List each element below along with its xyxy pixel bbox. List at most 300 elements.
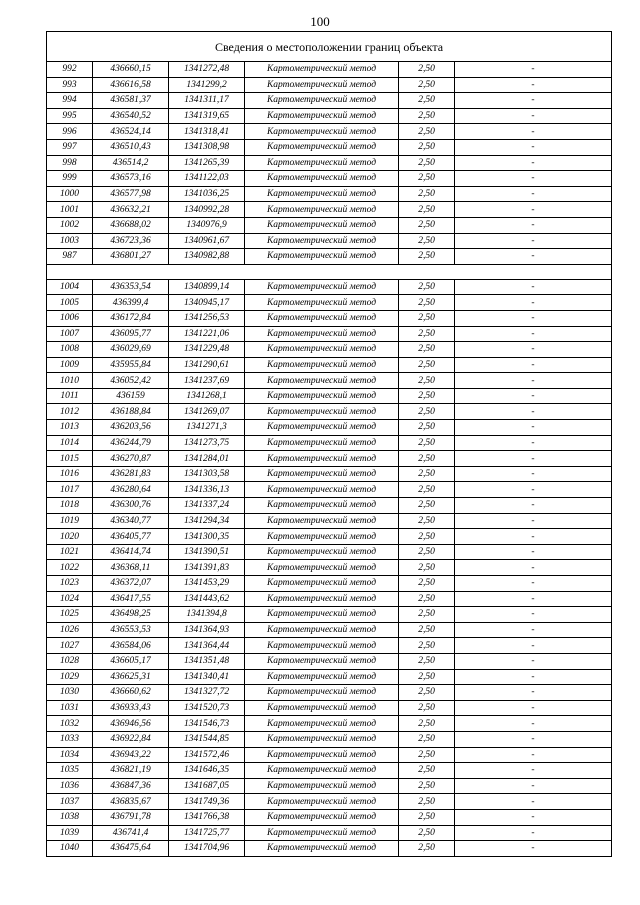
point-number-cell: 1040 — [47, 841, 93, 857]
accuracy-cell: 2,50 — [399, 809, 455, 825]
method-cell: Картометрический метод — [245, 466, 399, 482]
accuracy-cell: 2,50 — [399, 77, 455, 93]
y-coordinate-cell: 1341122,03 — [169, 171, 245, 187]
method-cell: Картометрический метод — [245, 669, 399, 685]
x-coordinate-cell: 436801,27 — [93, 249, 169, 265]
table-row — [47, 420, 612, 436]
method-cell: Картометрический метод — [245, 529, 399, 545]
description-cell: - — [455, 233, 612, 249]
boundary-coordinates-table — [46, 31, 612, 857]
table-row — [47, 731, 612, 747]
table-row — [47, 763, 612, 779]
description-cell: - — [455, 77, 612, 93]
point-number-cell: 1015 — [47, 451, 93, 467]
method-cell: Картометрический метод — [245, 388, 399, 404]
method-cell: Картометрический метод — [245, 124, 399, 140]
method-cell: Картометрический метод — [245, 607, 399, 623]
point-number-cell: 1007 — [47, 326, 93, 342]
accuracy-cell: 2,50 — [399, 731, 455, 747]
table-row — [47, 809, 612, 825]
x-coordinate-cell: 436632,21 — [93, 202, 169, 218]
x-coordinate-cell: 436847,36 — [93, 778, 169, 794]
method-cell: Картометрический метод — [245, 809, 399, 825]
y-coordinate-cell: 1341364,93 — [169, 622, 245, 638]
point-number-cell: 1014 — [47, 435, 93, 451]
y-coordinate-cell: 1341337,24 — [169, 498, 245, 514]
y-coordinate-cell: 1341364,44 — [169, 638, 245, 654]
y-coordinate-cell: 1341390,51 — [169, 544, 245, 560]
point-number-cell: 995 — [47, 108, 93, 124]
table-row — [47, 233, 612, 249]
x-coordinate-cell: 436943,22 — [93, 747, 169, 763]
method-cell: Картометрический метод — [245, 435, 399, 451]
x-coordinate-cell: 436821,19 — [93, 763, 169, 779]
table-row — [47, 513, 612, 529]
y-coordinate-cell: 1341704,96 — [169, 841, 245, 857]
method-cell: Картометрический метод — [245, 763, 399, 779]
point-number-cell: 1030 — [47, 685, 93, 701]
y-coordinate-cell: 1341336,13 — [169, 482, 245, 498]
accuracy-cell: 2,50 — [399, 404, 455, 420]
accuracy-cell: 2,50 — [399, 420, 455, 436]
x-coordinate-cell: 436584,06 — [93, 638, 169, 654]
x-coordinate-cell: 436270,87 — [93, 451, 169, 467]
y-coordinate-cell: 1341299,2 — [169, 77, 245, 93]
x-coordinate-cell: 436524,14 — [93, 124, 169, 140]
table-row — [47, 124, 612, 140]
description-cell: - — [455, 93, 612, 109]
table-row — [47, 482, 612, 498]
y-coordinate-cell: 1341265,39 — [169, 155, 245, 171]
x-coordinate-cell: 436553,53 — [93, 622, 169, 638]
point-number-cell: 1035 — [47, 763, 93, 779]
accuracy-cell: 2,50 — [399, 716, 455, 732]
table-row — [47, 373, 612, 389]
method-cell: Картометрический метод — [245, 700, 399, 716]
accuracy-cell: 2,50 — [399, 139, 455, 155]
description-cell: - — [455, 669, 612, 685]
accuracy-cell: 2,50 — [399, 576, 455, 592]
point-number-cell: 1004 — [47, 279, 93, 295]
y-coordinate-cell: 1340992,28 — [169, 202, 245, 218]
method-cell: Картометрический метод — [245, 249, 399, 265]
accuracy-cell: 2,50 — [399, 373, 455, 389]
accuracy-cell: 2,50 — [399, 93, 455, 109]
accuracy-cell: 2,50 — [399, 249, 455, 265]
y-coordinate-cell: 1341687,05 — [169, 778, 245, 794]
x-coordinate-cell: 436946,56 — [93, 716, 169, 732]
description-cell: - — [455, 513, 612, 529]
table-title-row — [47, 32, 612, 62]
table-row — [47, 778, 612, 794]
accuracy-cell: 2,50 — [399, 233, 455, 249]
y-coordinate-cell: 1340961,67 — [169, 233, 245, 249]
table-row — [47, 685, 612, 701]
x-coordinate-cell: 436281,83 — [93, 466, 169, 482]
description-cell: - — [455, 404, 612, 420]
y-coordinate-cell: 1341303,58 — [169, 466, 245, 482]
y-coordinate-cell: 1341391,83 — [169, 560, 245, 576]
table-row — [47, 841, 612, 857]
y-coordinate-cell: 1341237,69 — [169, 373, 245, 389]
x-coordinate-cell: 436660,62 — [93, 685, 169, 701]
accuracy-cell: 2,50 — [399, 513, 455, 529]
description-cell: - — [455, 747, 612, 763]
accuracy-cell: 2,50 — [399, 747, 455, 763]
x-coordinate-cell: 436029,69 — [93, 342, 169, 358]
group-separator-row — [47, 264, 612, 279]
point-number-cell: 1025 — [47, 607, 93, 623]
method-cell: Картометрический метод — [245, 778, 399, 794]
accuracy-cell: 2,50 — [399, 685, 455, 701]
y-coordinate-cell: 1341036,25 — [169, 186, 245, 202]
method-cell: Картометрический метод — [245, 513, 399, 529]
point-number-cell: 1002 — [47, 217, 93, 233]
y-coordinate-cell: 1341749,36 — [169, 794, 245, 810]
x-coordinate-cell: 436399,4 — [93, 295, 169, 311]
method-cell: Картометрический метод — [245, 482, 399, 498]
point-number-cell: 1029 — [47, 669, 93, 685]
y-coordinate-cell: 1340899,14 — [169, 279, 245, 295]
x-coordinate-cell: 436172,84 — [93, 310, 169, 326]
point-number-cell: 1010 — [47, 373, 93, 389]
method-cell: Картометрический метод — [245, 202, 399, 218]
point-number-cell: 996 — [47, 124, 93, 140]
y-coordinate-cell: 1341256,53 — [169, 310, 245, 326]
description-cell: - — [455, 638, 612, 654]
method-cell: Картометрический метод — [245, 217, 399, 233]
x-coordinate-cell: 436605,17 — [93, 653, 169, 669]
table-row — [47, 794, 612, 810]
method-cell: Картометрический метод — [245, 310, 399, 326]
y-coordinate-cell: 1341351,48 — [169, 653, 245, 669]
y-coordinate-cell: 1341725,77 — [169, 825, 245, 841]
point-number-cell: 1009 — [47, 357, 93, 373]
table-row — [47, 498, 612, 514]
point-number-cell: 1032 — [47, 716, 93, 732]
x-coordinate-cell: 436188,84 — [93, 404, 169, 420]
method-cell: Картометрический метод — [245, 591, 399, 607]
point-number-cell: 1018 — [47, 498, 93, 514]
y-coordinate-cell: 1341311,17 — [169, 93, 245, 109]
table-row — [47, 825, 612, 841]
table-row — [47, 638, 612, 654]
table-row — [47, 716, 612, 732]
description-cell: - — [455, 685, 612, 701]
point-number-cell: 1006 — [47, 310, 93, 326]
description-cell: - — [455, 841, 612, 857]
method-cell: Картометрический метод — [245, 747, 399, 763]
method-cell: Картометрический метод — [245, 825, 399, 841]
point-number-cell: 1001 — [47, 202, 93, 218]
point-number-cell: 1003 — [47, 233, 93, 249]
method-cell: Картометрический метод — [245, 404, 399, 420]
point-number-cell: 987 — [47, 249, 93, 265]
description-cell: - — [455, 155, 612, 171]
accuracy-cell: 2,50 — [399, 171, 455, 187]
table-row — [47, 186, 612, 202]
x-coordinate-cell: 436498,25 — [93, 607, 169, 623]
description-cell: - — [455, 139, 612, 155]
method-cell: Картометрический метод — [245, 544, 399, 560]
description-cell: - — [455, 825, 612, 841]
y-coordinate-cell: 1341271,3 — [169, 420, 245, 436]
table-row — [47, 139, 612, 155]
table-row — [47, 700, 612, 716]
accuracy-cell: 2,50 — [399, 794, 455, 810]
table-row — [47, 326, 612, 342]
y-coordinate-cell: 1341229,48 — [169, 342, 245, 358]
x-coordinate-cell: 436368,11 — [93, 560, 169, 576]
table-row — [47, 342, 612, 358]
point-number-cell: 1011 — [47, 388, 93, 404]
x-coordinate-cell: 436159 — [93, 388, 169, 404]
description-cell: - — [455, 373, 612, 389]
point-number-cell: 1012 — [47, 404, 93, 420]
accuracy-cell: 2,50 — [399, 700, 455, 716]
y-coordinate-cell: 1341273,75 — [169, 435, 245, 451]
description-cell: - — [455, 279, 612, 295]
point-number-cell: 1034 — [47, 747, 93, 763]
group-separator-cell — [47, 264, 612, 279]
accuracy-cell: 2,50 — [399, 591, 455, 607]
y-coordinate-cell: 1341546,73 — [169, 716, 245, 732]
description-cell: - — [455, 217, 612, 233]
point-number-cell: 1031 — [47, 700, 93, 716]
point-number-cell: 1026 — [47, 622, 93, 638]
point-number-cell: 1038 — [47, 809, 93, 825]
page-number: 100 — [310, 14, 330, 29]
method-cell: Картометрический метод — [245, 77, 399, 93]
point-number-cell: 1039 — [47, 825, 93, 841]
x-coordinate-cell: 436300,76 — [93, 498, 169, 514]
method-cell: Картометрический метод — [245, 498, 399, 514]
description-cell: - — [455, 326, 612, 342]
table-row — [47, 747, 612, 763]
description-cell: - — [455, 794, 612, 810]
table-row — [47, 544, 612, 560]
x-coordinate-cell: 436280,64 — [93, 482, 169, 498]
point-number-cell: 992 — [47, 62, 93, 78]
description-cell: - — [455, 420, 612, 436]
point-number-cell: 1024 — [47, 591, 93, 607]
method-cell: Картометрический метод — [245, 62, 399, 78]
accuracy-cell: 2,50 — [399, 310, 455, 326]
point-number-cell: 1033 — [47, 731, 93, 747]
accuracy-cell: 2,50 — [399, 202, 455, 218]
table-row — [47, 435, 612, 451]
point-number-cell: 1020 — [47, 529, 93, 545]
table-row — [47, 576, 612, 592]
x-coordinate-cell: 436625,31 — [93, 669, 169, 685]
y-coordinate-cell: 1341221,06 — [169, 326, 245, 342]
x-coordinate-cell: 436475,64 — [93, 841, 169, 857]
point-number-cell: 993 — [47, 77, 93, 93]
x-coordinate-cell: 436741,4 — [93, 825, 169, 841]
x-coordinate-cell: 436353,54 — [93, 279, 169, 295]
x-coordinate-cell: 436417,55 — [93, 591, 169, 607]
method-cell: Картометрический метод — [245, 560, 399, 576]
x-coordinate-cell: 436244,79 — [93, 435, 169, 451]
accuracy-cell: 2,50 — [399, 669, 455, 685]
y-coordinate-cell: 1341572,46 — [169, 747, 245, 763]
y-coordinate-cell: 1341290,61 — [169, 357, 245, 373]
method-cell: Картометрический метод — [245, 685, 399, 701]
table-row — [47, 451, 612, 467]
method-cell: Картометрический метод — [245, 638, 399, 654]
y-coordinate-cell: 1341544,85 — [169, 731, 245, 747]
table-row — [47, 295, 612, 311]
method-cell: Картометрический метод — [245, 342, 399, 358]
y-coordinate-cell: 1341453,29 — [169, 576, 245, 592]
y-coordinate-cell: 1341394,8 — [169, 607, 245, 623]
accuracy-cell: 2,50 — [399, 342, 455, 358]
accuracy-cell: 2,50 — [399, 544, 455, 560]
method-cell: Картометрический метод — [245, 420, 399, 436]
method-cell: Картометрический метод — [245, 279, 399, 295]
description-cell: - — [455, 653, 612, 669]
description-cell: - — [455, 591, 612, 607]
x-coordinate-cell: 436616,58 — [93, 77, 169, 93]
point-number-cell: 1023 — [47, 576, 93, 592]
table-row — [47, 77, 612, 93]
description-cell: - — [455, 731, 612, 747]
description-cell: - — [455, 357, 612, 373]
description-cell: - — [455, 186, 612, 202]
x-coordinate-cell: 436340,77 — [93, 513, 169, 529]
accuracy-cell: 2,50 — [399, 357, 455, 373]
method-cell: Картометрический метод — [245, 357, 399, 373]
y-coordinate-cell: 1341766,38 — [169, 809, 245, 825]
accuracy-cell: 2,50 — [399, 607, 455, 623]
method-cell: Картометрический метод — [245, 373, 399, 389]
description-cell: - — [455, 716, 612, 732]
table-row — [47, 108, 612, 124]
accuracy-cell: 2,50 — [399, 825, 455, 841]
x-coordinate-cell: 436514,2 — [93, 155, 169, 171]
point-number-cell: 997 — [47, 139, 93, 155]
description-cell: - — [455, 124, 612, 140]
x-coordinate-cell: 436933,43 — [93, 700, 169, 716]
point-number-cell: 1016 — [47, 466, 93, 482]
x-coordinate-cell: 436510,43 — [93, 139, 169, 155]
x-coordinate-cell: 436203,56 — [93, 420, 169, 436]
accuracy-cell: 2,50 — [399, 560, 455, 576]
table-row — [47, 560, 612, 576]
method-cell: Картометрический метод — [245, 108, 399, 124]
y-coordinate-cell: 1341284,01 — [169, 451, 245, 467]
table-row — [47, 388, 612, 404]
description-cell: - — [455, 544, 612, 560]
x-coordinate-cell: 436372,07 — [93, 576, 169, 592]
accuracy-cell: 2,50 — [399, 217, 455, 233]
x-coordinate-cell: 436414,74 — [93, 544, 169, 560]
point-number-cell: 998 — [47, 155, 93, 171]
point-number-cell: 1021 — [47, 544, 93, 560]
description-cell: - — [455, 576, 612, 592]
description-cell: - — [455, 622, 612, 638]
x-coordinate-cell: 436660,15 — [93, 62, 169, 78]
accuracy-cell: 2,50 — [399, 778, 455, 794]
method-cell: Картометрический метод — [245, 653, 399, 669]
table-row — [47, 653, 612, 669]
accuracy-cell: 2,50 — [399, 186, 455, 202]
method-cell: Картометрический метод — [245, 794, 399, 810]
y-coordinate-cell: 1341340,41 — [169, 669, 245, 685]
point-number-cell: 1037 — [47, 794, 93, 810]
accuracy-cell: 2,50 — [399, 451, 455, 467]
accuracy-cell: 2,50 — [399, 763, 455, 779]
description-cell: - — [455, 778, 612, 794]
table-row — [47, 357, 612, 373]
table-row — [47, 669, 612, 685]
table-row — [47, 217, 612, 233]
accuracy-cell: 2,50 — [399, 62, 455, 78]
table-title: Сведения о местоположении границ объекта — [47, 32, 612, 62]
description-cell: - — [455, 202, 612, 218]
y-coordinate-cell: 1340976,9 — [169, 217, 245, 233]
table-row — [47, 466, 612, 482]
point-number-cell: 1022 — [47, 560, 93, 576]
y-coordinate-cell: 1341327,72 — [169, 685, 245, 701]
y-coordinate-cell: 1341443,62 — [169, 591, 245, 607]
description-cell: - — [455, 249, 612, 265]
table-row — [47, 607, 612, 623]
accuracy-cell: 2,50 — [399, 108, 455, 124]
x-coordinate-cell: 436835,67 — [93, 794, 169, 810]
accuracy-cell: 2,50 — [399, 529, 455, 545]
method-cell: Картометрический метод — [245, 233, 399, 249]
description-cell: - — [455, 607, 612, 623]
table-row — [47, 249, 612, 265]
y-coordinate-cell: 1341272,48 — [169, 62, 245, 78]
y-coordinate-cell: 1341319,65 — [169, 108, 245, 124]
description-cell: - — [455, 700, 612, 716]
description-cell: - — [455, 310, 612, 326]
y-coordinate-cell: 1341268,1 — [169, 388, 245, 404]
point-number-cell: 1028 — [47, 653, 93, 669]
method-cell: Картометрический метод — [245, 155, 399, 171]
y-coordinate-cell: 1341308,98 — [169, 139, 245, 155]
table-row — [47, 622, 612, 638]
method-cell: Картометрический метод — [245, 93, 399, 109]
x-coordinate-cell: 436052,42 — [93, 373, 169, 389]
description-cell: - — [455, 763, 612, 779]
y-coordinate-cell: 1341520,73 — [169, 700, 245, 716]
description-cell: - — [455, 498, 612, 514]
description-cell: - — [455, 108, 612, 124]
method-cell: Картометрический метод — [245, 171, 399, 187]
point-number-cell: 1017 — [47, 482, 93, 498]
method-cell: Картометрический метод — [245, 731, 399, 747]
description-cell: - — [455, 560, 612, 576]
description-cell: - — [455, 451, 612, 467]
method-cell: Картометрический метод — [245, 716, 399, 732]
accuracy-cell: 2,50 — [399, 638, 455, 654]
x-coordinate-cell: 436540,52 — [93, 108, 169, 124]
accuracy-cell: 2,50 — [399, 295, 455, 311]
method-cell: Картометрический метод — [245, 186, 399, 202]
table-row — [47, 591, 612, 607]
y-coordinate-cell: 1341294,34 — [169, 513, 245, 529]
accuracy-cell: 2,50 — [399, 326, 455, 342]
table-row — [47, 93, 612, 109]
x-coordinate-cell: 436688,02 — [93, 217, 169, 233]
description-cell: - — [455, 295, 612, 311]
y-coordinate-cell: 1341646,35 — [169, 763, 245, 779]
point-number-cell: 994 — [47, 93, 93, 109]
table-row — [47, 404, 612, 420]
